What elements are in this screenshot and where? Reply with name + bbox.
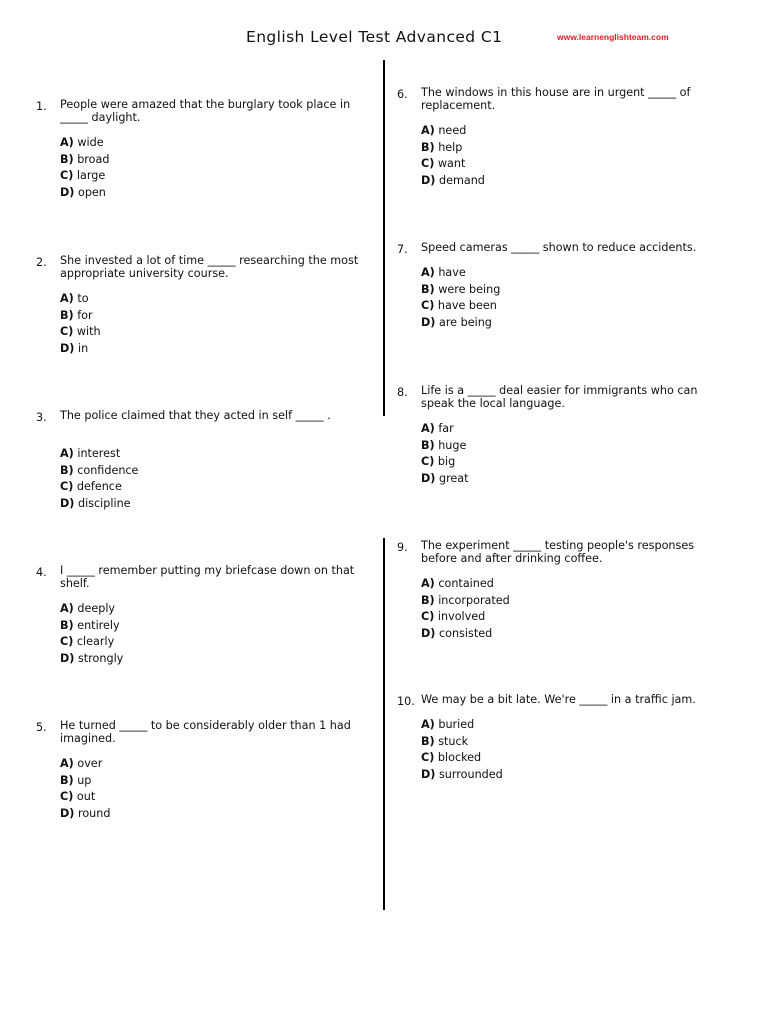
answer-option[interactable] bbox=[421, 576, 510, 593]
option-letter: A) bbox=[60, 292, 74, 305]
option-text: contained bbox=[438, 577, 494, 590]
answer-options bbox=[421, 123, 485, 189]
answer-option[interactable] bbox=[60, 463, 138, 480]
answer-option[interactable] bbox=[60, 135, 109, 152]
option-text: with bbox=[76, 325, 101, 338]
option-text: interest bbox=[77, 447, 121, 460]
option-letter: D) bbox=[60, 651, 75, 665]
option-text: want bbox=[437, 157, 466, 170]
option-text: broad bbox=[77, 152, 110, 166]
option-letter: D) bbox=[421, 315, 436, 329]
option-text: need bbox=[438, 124, 467, 137]
answer-option[interactable] bbox=[421, 173, 485, 190]
option-letter: B) bbox=[421, 593, 435, 607]
option-letter: B) bbox=[60, 773, 74, 787]
question-number: 1. bbox=[36, 100, 47, 113]
answer-option[interactable] bbox=[421, 315, 500, 332]
answer-option[interactable] bbox=[421, 767, 503, 784]
option-letter: A) bbox=[60, 136, 74, 149]
option-letter: A) bbox=[421, 718, 435, 731]
option-letter: C) bbox=[421, 299, 435, 312]
option-letter: A) bbox=[60, 447, 74, 460]
answer-option[interactable] bbox=[421, 156, 485, 173]
question-text: Speed cameras _____ shown to reduce accidents. bbox=[421, 241, 697, 254]
option-text: large bbox=[76, 169, 106, 182]
option-letter: B) bbox=[421, 734, 435, 748]
option-text: stuck bbox=[438, 734, 469, 748]
option-letter: C) bbox=[60, 635, 74, 648]
question-number: 9. bbox=[397, 541, 408, 554]
answer-option[interactable] bbox=[421, 282, 500, 299]
option-text: discipline bbox=[77, 496, 131, 510]
option-letter: B) bbox=[421, 140, 435, 154]
answer-option[interactable] bbox=[421, 421, 469, 438]
answer-option[interactable] bbox=[421, 717, 503, 734]
question-number: 6. bbox=[397, 88, 408, 101]
option-text: buried bbox=[438, 718, 475, 731]
answer-options bbox=[60, 756, 110, 822]
answer-option[interactable] bbox=[60, 773, 110, 790]
option-letter: D) bbox=[421, 173, 436, 187]
answer-option[interactable] bbox=[421, 750, 503, 767]
answer-option[interactable] bbox=[60, 152, 109, 169]
question-number: 10. bbox=[397, 695, 415, 708]
answer-option[interactable] bbox=[60, 806, 110, 823]
answer-option[interactable] bbox=[421, 471, 469, 488]
answer-options bbox=[421, 576, 510, 642]
option-text: entirely bbox=[77, 618, 120, 632]
answer-option[interactable] bbox=[60, 651, 123, 668]
option-text: strongly bbox=[77, 651, 124, 665]
answer-option[interactable] bbox=[60, 324, 101, 341]
question-number: 4. bbox=[36, 566, 47, 579]
option-letter: D) bbox=[421, 471, 436, 485]
option-text: out bbox=[76, 790, 96, 803]
option-letter: C) bbox=[60, 169, 74, 182]
answer-option[interactable] bbox=[60, 634, 123, 651]
option-text: have been bbox=[437, 299, 497, 312]
question-text: The police claimed that they acted in self _____ . bbox=[60, 409, 331, 422]
answer-option[interactable] bbox=[60, 308, 101, 325]
question-text: People were amazed that the burglary took place in _____ daylight. bbox=[60, 98, 351, 124]
question-text: I _____ remember putting my briefcase down on that shelf. bbox=[60, 564, 355, 590]
answer-option[interactable] bbox=[60, 446, 138, 463]
answer-options bbox=[421, 421, 469, 487]
option-letter: D) bbox=[60, 341, 75, 355]
page-title: English Level Test Advanced C1 bbox=[246, 28, 503, 46]
question-text: Life is a _____ deal easier for immigrants who can speak the local language. bbox=[421, 384, 698, 410]
column-divider-lower bbox=[383, 538, 385, 910]
option-letter: B) bbox=[60, 152, 74, 166]
option-letter: D) bbox=[60, 496, 75, 510]
option-letter: A) bbox=[60, 602, 74, 615]
answer-option[interactable] bbox=[421, 593, 510, 610]
option-text: far bbox=[438, 422, 454, 435]
answer-option[interactable] bbox=[421, 140, 485, 157]
option-text: up bbox=[77, 773, 92, 787]
option-letter: C) bbox=[60, 325, 74, 338]
option-letter: B) bbox=[421, 438, 435, 452]
answer-option[interactable] bbox=[60, 479, 138, 496]
option-text: surrounded bbox=[438, 767, 503, 781]
question-text: She invested a lot of time _____ researching the most appropriate university course. bbox=[60, 254, 359, 280]
answer-options bbox=[60, 446, 138, 512]
question-text: The experiment _____ testing people's responses before and after drinking coffee. bbox=[421, 539, 695, 565]
option-text: big bbox=[437, 455, 456, 468]
question-number: 8. bbox=[397, 386, 408, 399]
answer-option[interactable] bbox=[60, 789, 110, 806]
question-number: 3. bbox=[36, 411, 47, 424]
answer-option[interactable] bbox=[60, 601, 123, 618]
answer-options bbox=[60, 601, 123, 667]
answer-options bbox=[421, 717, 503, 783]
answer-option[interactable] bbox=[421, 438, 469, 455]
option-text: involved bbox=[437, 610, 486, 623]
option-text: deeply bbox=[77, 602, 116, 615]
option-text: clearly bbox=[76, 635, 115, 648]
option-letter: B) bbox=[60, 463, 74, 477]
option-letter: C) bbox=[421, 157, 435, 170]
answer-option[interactable] bbox=[60, 291, 101, 308]
answer-options bbox=[60, 291, 101, 357]
option-text: demand bbox=[438, 173, 485, 187]
answer-option[interactable] bbox=[421, 734, 503, 751]
option-text: incorporated bbox=[438, 593, 510, 607]
answer-options bbox=[421, 265, 500, 331]
option-text: round bbox=[77, 806, 111, 820]
site-url: www.learnenglishteam.com bbox=[557, 32, 669, 42]
option-text: in bbox=[77, 341, 89, 355]
option-text: blocked bbox=[437, 751, 482, 764]
option-letter: A) bbox=[421, 422, 435, 435]
option-letter: D) bbox=[421, 767, 436, 781]
option-text: open bbox=[77, 185, 106, 199]
option-text: for bbox=[77, 308, 93, 322]
option-text: huge bbox=[438, 438, 467, 452]
option-letter: D) bbox=[421, 626, 436, 640]
option-text: consisted bbox=[438, 626, 493, 640]
option-letter: C) bbox=[421, 751, 435, 764]
answer-option[interactable] bbox=[421, 454, 469, 471]
option-text: to bbox=[77, 292, 89, 305]
question-text: He turned _____ to be considerably older than 1 had imagined. bbox=[60, 719, 351, 745]
option-text: help bbox=[438, 140, 463, 154]
option-letter: C) bbox=[60, 790, 74, 803]
option-text: were being bbox=[438, 282, 501, 296]
question-number: 2. bbox=[36, 256, 47, 269]
option-text: over bbox=[77, 757, 103, 770]
answer-option[interactable] bbox=[421, 609, 510, 626]
question-number: 7. bbox=[397, 243, 408, 256]
answer-option[interactable] bbox=[421, 298, 500, 315]
option-letter: A) bbox=[421, 577, 435, 590]
option-text: wide bbox=[77, 136, 104, 149]
option-text: great bbox=[438, 471, 469, 485]
option-letter: A) bbox=[60, 757, 74, 770]
column-divider-upper bbox=[383, 60, 385, 416]
answer-option[interactable] bbox=[421, 123, 485, 140]
answer-option[interactable] bbox=[60, 618, 123, 635]
answer-option[interactable] bbox=[60, 168, 109, 185]
question-number: 5. bbox=[36, 721, 47, 734]
option-letter: A) bbox=[421, 266, 435, 279]
option-text: defence bbox=[76, 480, 122, 493]
option-letter: C) bbox=[421, 610, 435, 623]
answer-option[interactable] bbox=[60, 185, 109, 202]
option-text: confidence bbox=[77, 463, 139, 477]
option-letter: C) bbox=[60, 480, 74, 493]
option-letter: D) bbox=[60, 185, 75, 199]
answer-option[interactable] bbox=[60, 496, 138, 513]
answer-option[interactable] bbox=[60, 756, 110, 773]
option-letter: A) bbox=[421, 124, 435, 137]
answer-option[interactable] bbox=[421, 265, 500, 282]
option-text: are being bbox=[438, 315, 492, 329]
answer-options bbox=[60, 135, 109, 201]
option-letter: B) bbox=[60, 308, 74, 322]
question-text: The windows in this house are in urgent _____ of replacement. bbox=[421, 86, 691, 112]
question-text: We may be a bit late. We're _____ in a traffic jam. bbox=[421, 693, 696, 706]
option-letter: C) bbox=[421, 455, 435, 468]
option-letter: D) bbox=[60, 806, 75, 820]
option-letter: B) bbox=[421, 282, 435, 296]
answer-option[interactable] bbox=[60, 341, 101, 358]
option-letter: B) bbox=[60, 618, 74, 632]
option-text: have bbox=[438, 266, 466, 279]
answer-option[interactable] bbox=[421, 626, 510, 643]
